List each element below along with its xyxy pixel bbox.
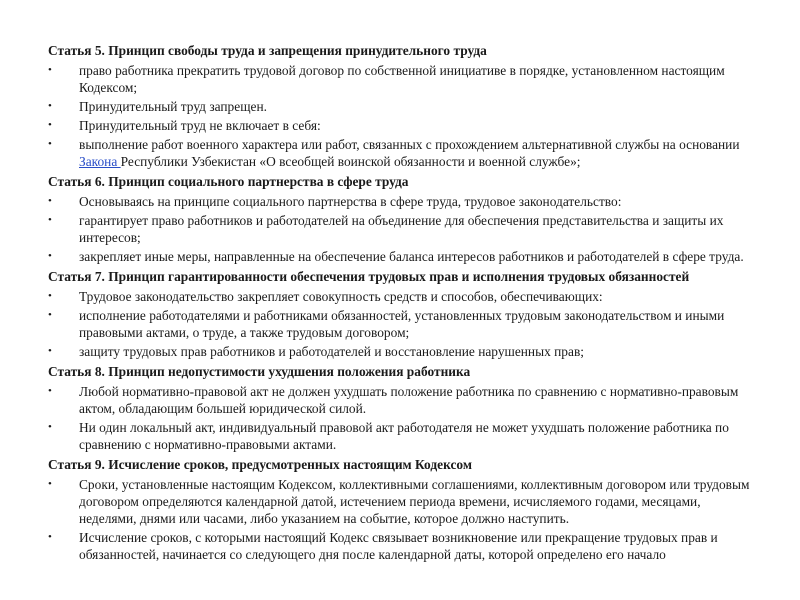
bullet-icon: • <box>48 478 52 490</box>
article-title: Статья 7. Принцип гарантированности обеспечения трудовых прав и исполнения трудовых обязанностей <box>48 269 690 284</box>
list-item-text: гарантирует право работников и работодателей на объединение для обеспечения представительства и защиты их интересов; <box>79 213 724 245</box>
bullet-icon: • <box>48 119 52 131</box>
bullet-icon: • <box>48 531 52 543</box>
list-item-text: Исчисление сроков, с которыми настоящий Кодекс связывает возникновение или прекращение трудовых прав и обязанностей, начинается со следующего дня после календарной даты, которой определено его начало <box>79 530 718 562</box>
article-items <box>48 288 760 360</box>
list-item <box>48 288 760 305</box>
list-item-text: Сроки, установленные настоящим Кодексом, коллективными соглашениями, коллективным договором или трудовым договором определяются календарной датой, истечением периода времени, исчисляемого годами, месяцами, неделями, днями или часами, либо указанием на событие, которое должно наступить. <box>79 477 750 526</box>
list-item-text: выполнение работ военного характера или работ, связанных с прохождением альтернативной службы на основании <box>79 137 740 152</box>
list-item <box>48 476 760 527</box>
list-item <box>48 529 760 563</box>
article-9 <box>48 456 760 563</box>
bullet-icon: • <box>48 138 52 150</box>
list-item <box>48 383 760 417</box>
bullet-icon: • <box>48 309 52 321</box>
article-title: Статья 5. Принцип свободы труда и запрещения принудительного труда <box>48 43 487 58</box>
bullet-icon: • <box>48 421 52 433</box>
list-item <box>48 98 760 115</box>
bullet-icon: • <box>48 250 52 262</box>
list-item-text: исполнение работодателями и работниками обязанностей, установленных трудовым законодательством и иными правовыми актами, о труде, а также трудовым договором; <box>79 308 725 340</box>
list-item-text: Принудительный труд не включает в себя: <box>79 118 321 133</box>
article-items <box>48 62 760 170</box>
list-item <box>48 62 760 96</box>
bullet-icon: • <box>48 290 52 302</box>
bullet-icon: • <box>48 195 52 207</box>
article-title: Статья 9. Исчисление сроков, предусмотренных настоящим Кодексом <box>48 457 472 472</box>
list-item <box>48 248 760 265</box>
list-item-text: закрепляет иные меры, направленные на обеспечение баланса интересов работников и работодателей в сфере труда. <box>79 249 744 264</box>
article-5 <box>48 42 760 170</box>
list-item <box>48 117 760 134</box>
list-item <box>48 419 760 453</box>
bullet-icon: • <box>48 64 52 76</box>
law-link[interactable]: Закона <box>79 154 121 169</box>
article-items <box>48 193 760 265</box>
article-6 <box>48 173 760 265</box>
list-item-text: Республики Узбекистан «О всеобщей воинской обязанности и военной службе»; <box>120 154 581 169</box>
list-item-text: Любой нормативно-правовой акт не должен ухудшать положение работника по сравнению с нормативно-правовым актом, обладающим большей юридической силой. <box>79 384 739 416</box>
list-item-text: защиту трудовых прав работников и работодателей и восстановление нарушенных прав; <box>79 344 584 359</box>
article-items <box>48 383 760 453</box>
list-item-text: Трудовое законодательство закрепляет совокупность средств и способов, обеспечивающих: <box>79 289 603 304</box>
list-item-text: Основываясь на принципе социального партнерства в сфере труда, трудовое законодательство: <box>79 194 622 209</box>
list-item <box>48 212 760 246</box>
bullet-icon: • <box>48 385 52 397</box>
list-item-text: право работника прекратить трудовой договор по собственной инициативе в порядке, установленном настоящим Кодексом; <box>79 63 725 95</box>
article-items <box>48 476 760 563</box>
list-item <box>48 193 760 210</box>
list-item <box>48 343 760 360</box>
article-7 <box>48 268 760 360</box>
bullet-icon: • <box>48 345 52 357</box>
article-title: Статья 8. Принцип недопустимости ухудшения положения работника <box>48 364 471 379</box>
list-item-text: Ни один локальный акт, индивидуальный правовой акт работодателя не может ухудшать положение работника по сравнению с нормативно-правовыми актами. <box>79 420 729 452</box>
list-item-text: Принудительный труд запрещен. <box>79 99 267 114</box>
article-8 <box>48 363 760 453</box>
bullet-icon: • <box>48 214 52 226</box>
article-title: Статья 6. Принцип социального партнерства в сфере труда <box>48 174 409 189</box>
list-item <box>48 136 760 170</box>
bullet-icon: • <box>48 100 52 112</box>
list-item <box>48 307 760 341</box>
